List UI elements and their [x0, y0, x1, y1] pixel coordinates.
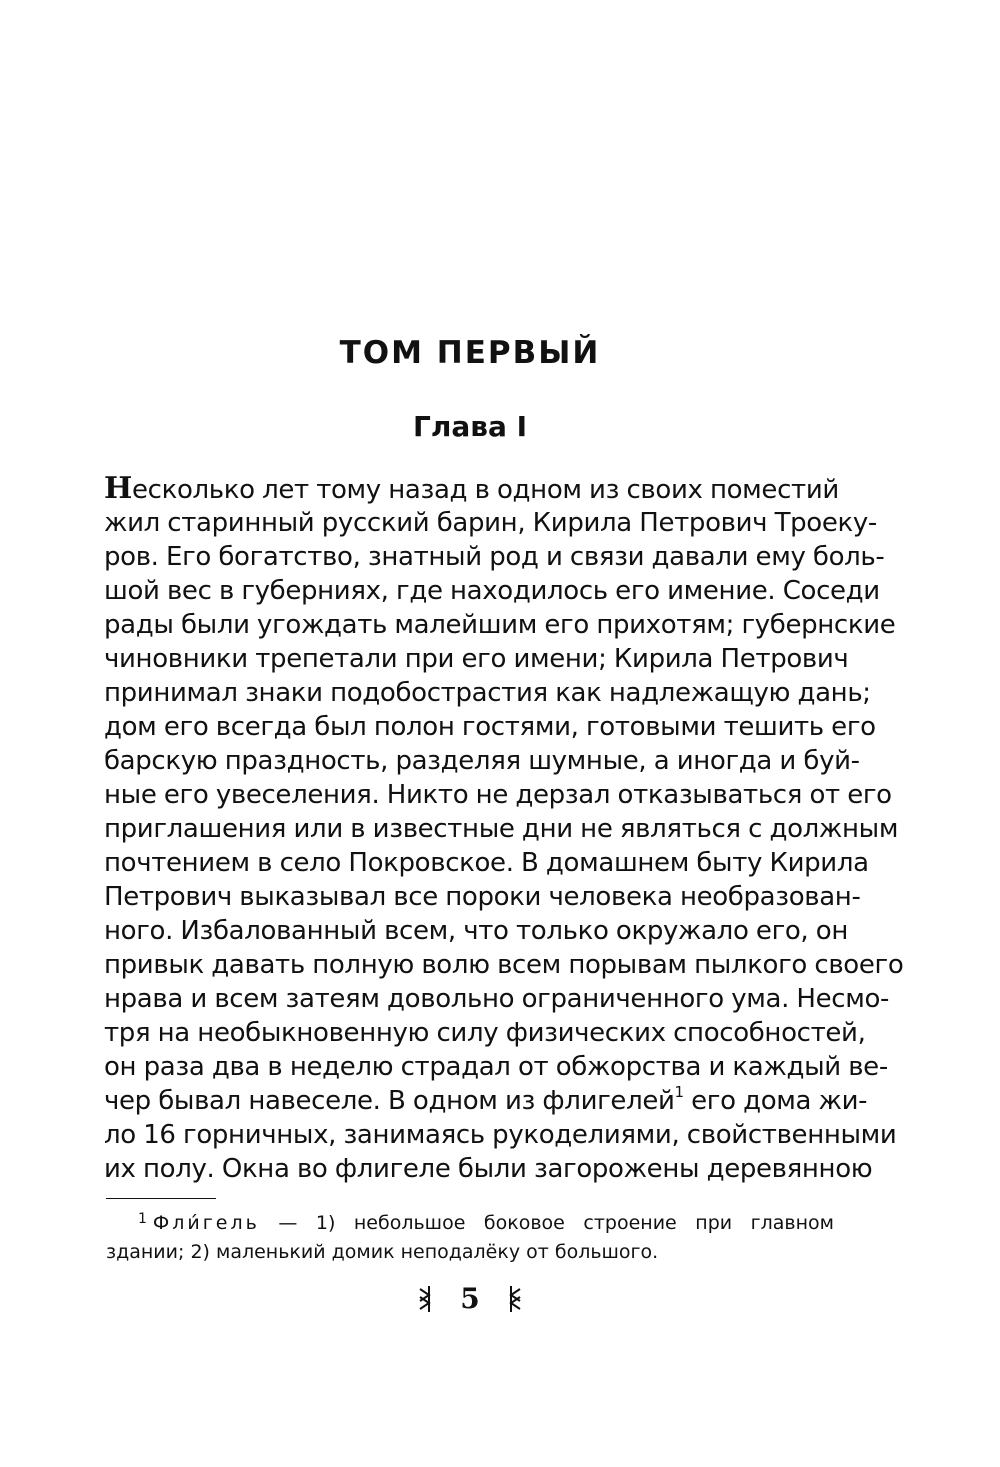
body-line: дом его всегда был полон гостями, готовыми тешить его: [104, 712, 876, 742]
body-line: ные его увеселения. Никто не дерзал отказываться от его: [104, 780, 892, 810]
body-line: он раза два в неделю страдал от обжорства и каждый ве-: [104, 1052, 888, 1082]
footnote: [106, 1210, 834, 1266]
body-line: привык давать полную волю всем порывам пылкого своего: [104, 950, 904, 980]
chapter-body: [104, 471, 904, 1186]
body-line: нрава и всем затеям довольно ограниченного ума. Несмо-: [104, 984, 890, 1014]
footnote-line: здании; 2) маленький домик неподалёку от большого.: [106, 1241, 659, 1263]
body-line-text: чер бывал навеселе. В одном из флигелей: [104, 1086, 675, 1116]
page-number: 5: [460, 1282, 480, 1315]
footnote-text: — 1) небольшое боковое строение при главном: [259, 1212, 834, 1234]
body-line: [104, 1083, 868, 1118]
body-line: приглашения или в известные дни не являться с должным: [104, 814, 899, 844]
footnote-line: [106, 1210, 834, 1239]
body-line: почтением в село Покровское. В домашнем быту Кирила: [104, 848, 869, 878]
body-line: рады были угождать малейшим его прихотям; губернские: [104, 610, 896, 640]
body-line: Петрович выказывал все пороки человека необразован-: [104, 882, 861, 912]
page-number-row: [0, 1282, 940, 1315]
footnote-reference[interactable]: 1: [674, 1083, 684, 1102]
body-line: чиновники трепетали при его имени; Кирила Петрович: [104, 644, 849, 674]
volume-title: ТОМ ПЕРВЫЙ: [339, 335, 601, 371]
body-line: шой вес в губерниях, где находилось его имение. Соседи: [104, 576, 880, 606]
body-line: тря на необыкновенную силу физических способностей,: [104, 1018, 866, 1048]
drop-cap: Н: [104, 471, 132, 506]
body-line: их полу. Окна во флигеле были загорожены деревянною: [104, 1154, 873, 1184]
body-line: ло 16 горничных, занимаясь рукоделиями, свойственными: [104, 1120, 897, 1150]
body-line-text: его дома жи-: [683, 1086, 868, 1116]
body-line: [104, 471, 839, 506]
body-line: жил старинный русский барин, Кирила Петрович Троеку-: [104, 508, 877, 538]
body-line: ного. Избалованный всем, что только окружало его, он: [104, 916, 848, 946]
footnote-divider: [106, 1198, 216, 1199]
body-line: принимал знаки подобострастия как надлежащую дань;: [104, 678, 871, 708]
footnote-marker: 1: [138, 1211, 147, 1227]
footnote-term: Фли́гель: [152, 1212, 260, 1234]
body-line: барскую праздность, разделяя шумные, а иногда и буй-: [104, 746, 860, 776]
right-ornament-icon: [503, 1284, 523, 1314]
left-ornament-icon: [417, 1284, 437, 1314]
body-line-text: есколько лет тому назад в одном из своих поместий: [132, 475, 839, 505]
chapter-title: Глава I: [412, 410, 528, 443]
body-line: ров. Его богатство, знатный род и связи давали ему боль-: [104, 542, 885, 572]
